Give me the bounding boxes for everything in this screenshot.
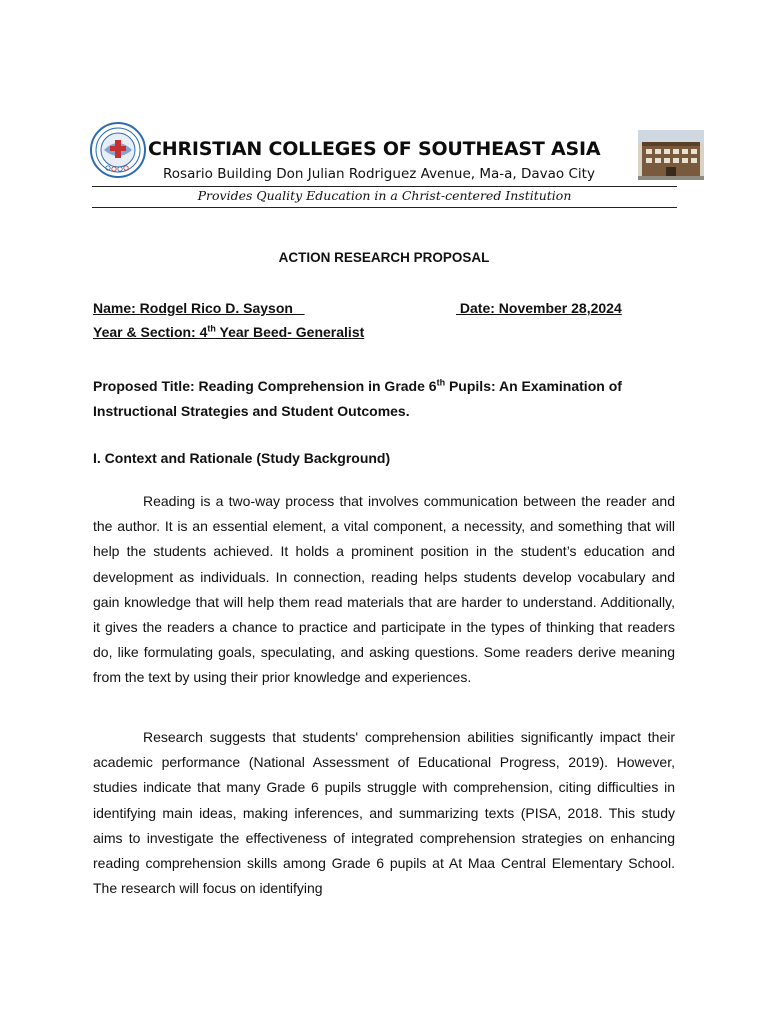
year-section (93, 324, 364, 340)
body-paragraph-2: Research suggests that students' comprehension abilities significantly impact their academic performance (National Assessment of Educational Progress, 2019). However, studies indicate that many Grade 6 pupils struggle with comprehension, citing difficulties in identifying main ideas, making inferences, and summarizing texts (PISA, 2018. This study aims to investigate the effectiveness of integrated comprehension strategies on enhancing reading comprehension skills among Grade 6 pupils at At Maa Central Elementary School. The research will focus on identifying (93, 729, 675, 897)
year-section-prefix: Year & Section: 4 (93, 324, 208, 340)
proposed-title-suffix: Pupils: An Examination of Instructional Strategies and Student Outcomes. (93, 378, 622, 419)
year-section-ordinal: th (207, 323, 216, 334)
college-name: CHRISTIAN COLLEGES OF SOUTHEAST ASIA (148, 138, 601, 160)
student-name: Name: Rodgel Rico D. Sayson (93, 300, 305, 316)
proposed-title (93, 374, 678, 424)
body-paragraph-1: Reading is a two-way process that involves communication between the reader and the author. It is an essential element, a vital component, a necessity, and something that will help the students achieved. It holds a prominent position in the student’s education and development as individuals. In connection, reading helps students develop vocabulary and gain knowledge that will help them read materials that are harder to understand. Additionally, it gives the readers a chance to practice and participate in the types of thinking that readers do, like formulating goals, speculating, and asking questions. Some readers derive meaning from the text by using their prior knowledge and experiences. (93, 493, 675, 686)
college-motto: Provides Quality Education in a Christ-centered Institution (197, 188, 572, 203)
proposed-title-prefix: Proposed Title: Reading Comprehension in Grade 6 (93, 378, 437, 394)
letterhead-rule-bottom (92, 207, 677, 208)
college-seal-icon (90, 122, 146, 178)
section-1-heading: I. Context and Rationale (Study Background) (93, 450, 391, 466)
year-section-suffix: Year Beed- Generalist (215, 324, 365, 340)
college-address: Rosario Building Don Julian Rodriguez Avenue, Ma-a, Davao City (163, 166, 595, 182)
letterhead-rule-top (92, 186, 677, 187)
campus-building-photo (638, 130, 704, 180)
document-heading: ACTION RESEARCH PROPOSAL (278, 250, 490, 265)
proposed-title-ordinal: th (436, 377, 446, 388)
proposal-date: Date: November 28,2024 (456, 300, 622, 316)
